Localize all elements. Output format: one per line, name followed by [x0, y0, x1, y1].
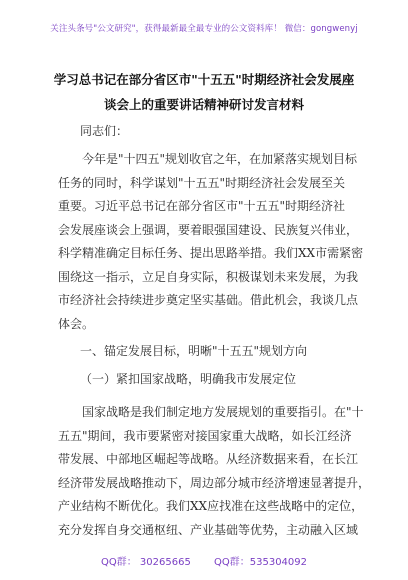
paragraph-line: 科学精准确定目标任务、提出思路举措。我们XX市需紧密 — [58, 246, 364, 260]
salutation: 同志们： — [80, 124, 129, 138]
paragraph-line: 充分发挥自身交通枢纽、产业基础等优势，主动融入区域 — [58, 522, 359, 537]
paragraph-line: 今年是"十四五"规划收官之年，在加紧落实规划目标 — [58, 152, 358, 166]
footer-qq-group-2: QQ群：535304092 — [214, 557, 308, 568]
paragraph-line: 产业结构不断优化。我们XX应找准在这些战略中的定位， — [58, 499, 364, 513]
paragraph-line: 国家战略是我们制定地方发展规划的重要指引。在"十 — [58, 405, 364, 419]
subsection-heading-1: （一）紧扣国家战略，明确我市发展定位 — [80, 372, 297, 386]
paragraph-line: 五五"期间，我市要紧密对接国家重大战略，如长江经济 — [58, 428, 352, 443]
paragraph-line: 围绕这一指示，立足自身实际，积极谋划未来发展，为我 — [58, 269, 359, 284]
paragraph-line: 市经济社会持续进步奠定坚实基础。借此机会，我谈几点 — [58, 293, 359, 307]
paragraph-line: 体会。 — [58, 316, 95, 331]
paragraph-line: 重要。习近平总书记在部分省区市"十五五"时期经济社 — [58, 199, 346, 213]
paragraph-intro — [58, 148, 364, 336]
document-title-line1: 学习总书记在部分省区市"十五五"时期经济社会发展座 — [53, 72, 355, 87]
paragraph-national-strategy — [58, 401, 371, 542]
paragraph-line: 任务的同时，科学谋划"十五五"时期经济社会发展至关 — [58, 175, 346, 190]
footer-qq-group-1: QQ群： 30265665 — [100, 557, 191, 568]
paragraph-line: 经济带发展战略推动下，周边部分城市经济增速显著提升， — [58, 475, 371, 490]
header-promo-note: 关注头条号"公文研究"，获得最新最全最专业的公文资料库！ 微信：gongwenyj — [50, 24, 358, 34]
footer-qq-groups — [0, 553, 408, 568]
section-heading-1: 一、锚定发展目标，明晰"十五五"规划方向 — [80, 344, 308, 358]
document-title-line2: 谈会上的重要讲话精神研讨发言材料 — [103, 97, 304, 112]
paragraph-line: 带发展、中部地区崛起等战略。从经济数据来看，在长江 — [58, 452, 359, 466]
paragraph-line: 会发展座谈会上强调，要着眼强国建设、民族复兴伟业， — [58, 222, 359, 237]
